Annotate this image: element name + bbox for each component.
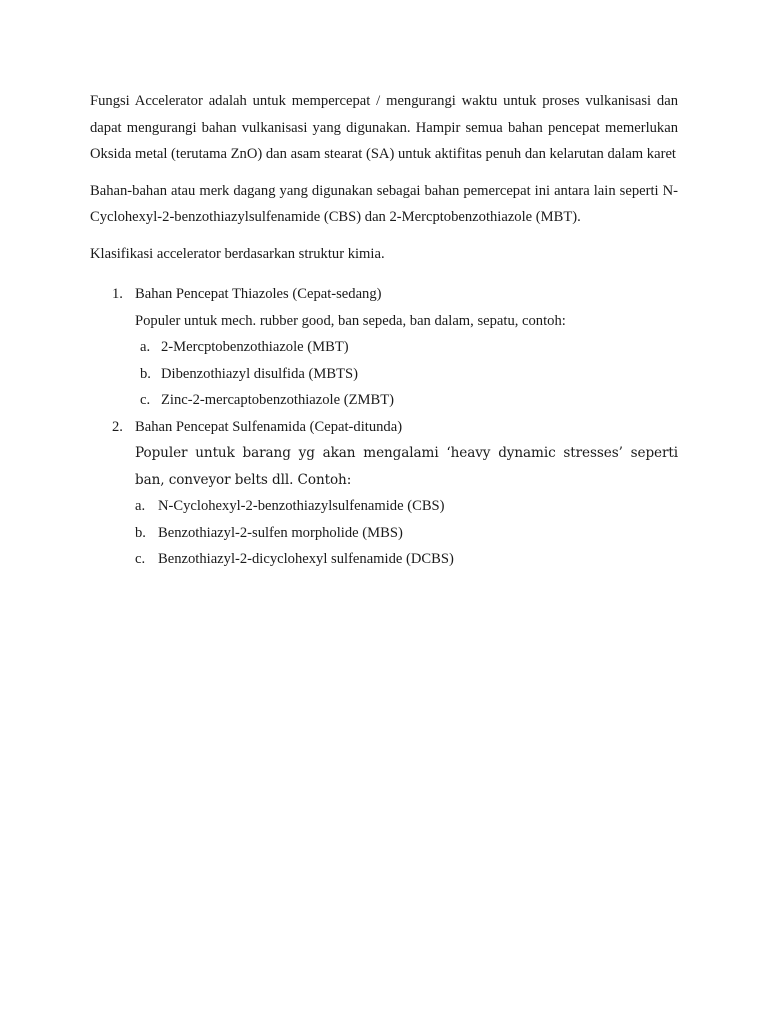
example-item — [135, 361, 678, 388]
example-letter: c. — [140, 392, 151, 408]
list-item-title: Bahan Pencepat Sulfenamida (Cepat-ditunda) — [135, 418, 403, 435]
list-number: 2. — [112, 418, 123, 435]
brands-paragraph: Bahan-bahan atau merk dagang yang digunakan sebagai bahan pemercepat ini antara lain seperti N-Cyclohexyl-2-benzothiazylsulfenamide (CBS) dan 2-Mercptobenzothiazole (MBT). — [90, 182, 678, 225]
example-text: N-Cyclohexyl-2-benzothiazylsulfenamide (CBS) — [158, 498, 445, 514]
list-item-description: Populer untuk barang yg akan mengalami ‘heavy dynamic stresses’ seperti ban, conveyor belts dll. Contoh: — [135, 445, 678, 488]
intro-paragraph: Fungsi Accelerator adalah untuk mempercepat / mengurangi waktu untuk proses vulkanisasi dan dapat mengurangi bahan vulkanisasi yang digunakan. Hampir semua bahan pencepat memerlukan Oksida metal (terutama ZnO) dan asam stearat (SA) untuk aktifitas penuh dan kelarutan dalam karet — [90, 93, 678, 162]
list-item-title: Bahan Pencepat Thiazoles (Cepat-sedang) — [135, 286, 382, 302]
list-number: 1. — [112, 286, 123, 302]
example-letter: c. — [135, 551, 146, 567]
example-letter: b. — [135, 524, 146, 541]
list-item-description: Populer untuk mech. rubber good, ban sepeda, ban dalam, sepatu, contoh: — [135, 312, 566, 329]
example-text: Dibenzothiazyl disulfida (MBTS) — [161, 365, 358, 382]
example-text: Benzothiazyl-2-sulfen morpholide (MBS) — [158, 524, 403, 541]
example-item — [135, 520, 678, 547]
example-item — [135, 493, 678, 520]
example-item — [135, 546, 678, 573]
example-text: 2-Mercptobenzothiazole (MBT) — [161, 339, 349, 355]
example-item — [135, 387, 678, 414]
example-letter: a. — [140, 339, 151, 355]
list-item-thiazoles — [90, 281, 678, 414]
example-letter: a. — [135, 498, 146, 514]
list-item-sulfenamida — [90, 414, 678, 573]
example-letter: b. — [140, 365, 151, 382]
classification-paragraph: Klasifikasi accelerator berdasarkan struktur kimia. — [90, 245, 385, 262]
example-item — [135, 334, 678, 361]
document-page — [90, 88, 678, 573]
example-text: Zinc-2-mercaptobenzothiazole (ZMBT) — [161, 392, 394, 408]
example-text: Benzothiazyl-2-dicyclohexyl sulfenamide (DCBS) — [158, 551, 454, 567]
